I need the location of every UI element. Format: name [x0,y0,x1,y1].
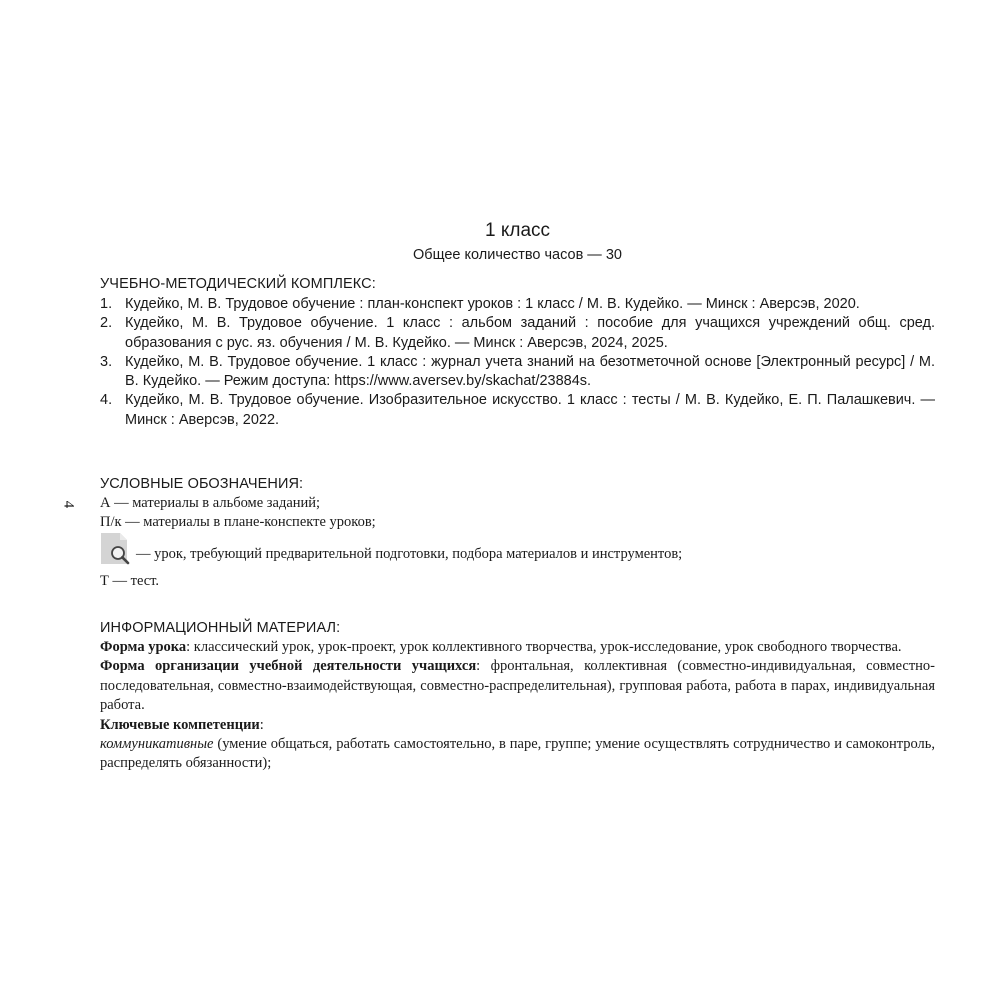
hours-subtitle: Общее количество часов — 30 [413,247,622,263]
list-item-text: Кудейко, М. В. Трудовое обучение : план-конспект уроков : 1 класс / М. В. Кудейко. — Минск : Аверсэв, 2020. [125,296,860,312]
document-magnifier-icon [100,533,131,565]
list-item-text: Кудейко, М. В. Трудовое обучение. Изобразительное искусство. 1 класс : тесты / М. В. Кудейко, Е. П. Палашкевич. — Минск : Аверсэв, 2022. [125,392,935,428]
list-item [100,295,935,314]
legend-prep: — урок, требующий предварительной подготовки, подбора материалов и инструментов; [136,546,683,562]
lesson-form-text: : классический урок, урок-проект, урок коллективного творчества, урок-исследование, урок свободного творчества. [186,639,902,655]
legend-album: А — материалы в альбоме заданий; [100,495,321,511]
list-item [100,391,935,430]
communicative-text: (умение общаться, работать самостоятельно, в паре, группе; умение осуществлять сотрудничество и самоконтроль, распределять обязанности); [100,736,935,772]
key-competences-paragraph [100,716,935,735]
info-body [100,638,935,774]
info-heading: ИНФОРМАЦИОННЫЙ МАТЕРИАЛ: [100,620,341,636]
legend-plan: П/к — материалы в плане-конспекте уроков; [100,514,376,530]
list-item-number: 4. [100,392,113,409]
list-item [100,314,935,353]
list-item-text: Кудейко, М. В. Трудовое обучение. 1 класс : альбом заданий : пособие для учащихся учреждений общ. сред. образования с рус. яз. обучения / М. В. Кудейко. — Минск : Аверсэв, 2024, 2025. [125,315,935,351]
legend-test: Т — тест. [100,573,160,589]
org-form-paragraph [100,657,935,715]
list-item-text: Кудейко, М. В. Трудовое обучение. 1 класс : журнал учета знаний на безотметочной основе [Электронный ресурс] / М. В. Кудейко. — Режим доступа: https://www.aversev.by/skachat/23884s. [125,353,935,390]
communicative-paragraph [100,735,935,774]
page-title: 1 класс [484,220,551,241]
communicative-label: коммуникативные [100,736,214,753]
umk-heading: УЧЕБНО-МЕТОДИЧЕСКИЙ КОМПЛЕКС: [100,276,376,292]
list-item [100,353,935,392]
legend-heading: УСЛОВНЫЕ ОБОЗНАЧЕНИЯ: [100,476,304,492]
umk-list [100,295,935,430]
key-competences-label: Ключевые компетенции [100,716,260,733]
org-form-label: Форма организации учебной деятельности учащихся [100,658,477,675]
page-number: 4 [60,500,77,509]
list-item-number: 3. [100,353,113,370]
list-item-number: 2. [100,315,113,332]
lesson-form-label: Форма урока [100,639,187,655]
org-form-text: : фронтальная, коллективная (совместно-индивидуальная, совместно-последовательная, совместно-взаимодействующая, совместно-распределительная), групповая работа, работа в парах, индивидуальная работа. [100,658,936,714]
lesson-form-paragraph [100,638,935,657]
list-item-number: 1. [100,296,113,312]
key-competences-colon: : [259,716,264,733]
